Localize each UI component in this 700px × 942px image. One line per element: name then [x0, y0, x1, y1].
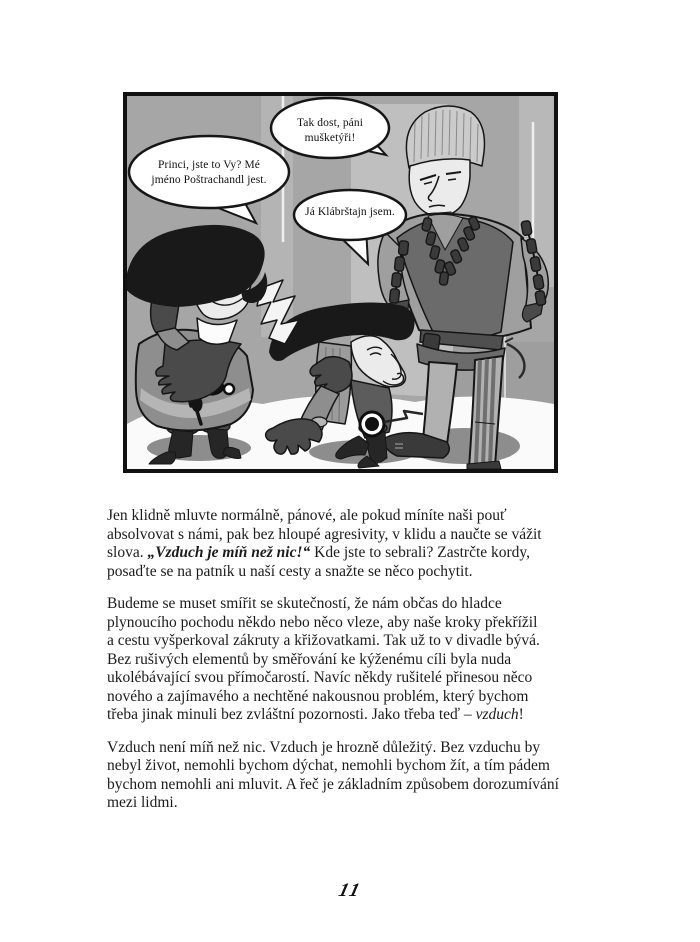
body-text — [107, 507, 592, 827]
speech-bubble-text-left — [131, 158, 287, 187]
comic-panel — [123, 92, 558, 473]
paragraph-3: Vzduch není míň než nic. Vzduch je hrozně důležitý. Bez vzduchu by nebyl život, nemohli bychom dýchat, nemohli bychom žít, a tím pádem bychom nemohli ani mluvit. A řeč je základním způsobem dorozumívání mezi lidmi. — [107, 738, 559, 811]
bubble-line: Tak dost, páni — [296, 117, 364, 129]
paragraph-2: Budeme se muset smířit se skutečností, že nám občas do hladce plynoucího pochodu někdo nebo něco vleze, aby naše kroky překřížil a cestu vyšperkoval zákruty a křižovatkami. Tak už to v divadle bývá. Bez rušivých elementů by směřování ke kýženému cíli byla nuda ukolébávající svou přímočarostí. Navíc někdy rušitelé přinesou něco nového a zajímavého a nechtěné nakousnou problém, který bychom třeba jinak minuli bez zvláštní pozornosti. Jako třeba teď – vzduch! — [107, 595, 540, 723]
speech-bubble-text-middle — [291, 205, 409, 220]
bubble-line: jméno Poštrachandl jest. — [151, 173, 267, 186]
comic-illustration — [123, 92, 558, 473]
paragraph-1: Jen klidně mluvte normálně, pánové, ale pokud míníte naši pouť absolvovat s námi, pak bez hloupé agresivity, v klidu a naučte se vážit slova. „Vzduch je míň než nic!“ Kde jste to sebrali? Zastrčte kordy, posaďte se na patník u naší cesty a snažte se něco pochytit. — [107, 507, 542, 580]
bubble-line: mušketýři! — [304, 131, 356, 144]
page-number: 11 — [336, 880, 364, 901]
bubble-line: Já Klábrštajn jsem. — [305, 206, 395, 218]
sword-pommel — [224, 384, 234, 394]
bubble-line: Princi, jste to Vy? Mé — [158, 159, 260, 171]
speech-bubble-text-prince — [270, 116, 390, 145]
